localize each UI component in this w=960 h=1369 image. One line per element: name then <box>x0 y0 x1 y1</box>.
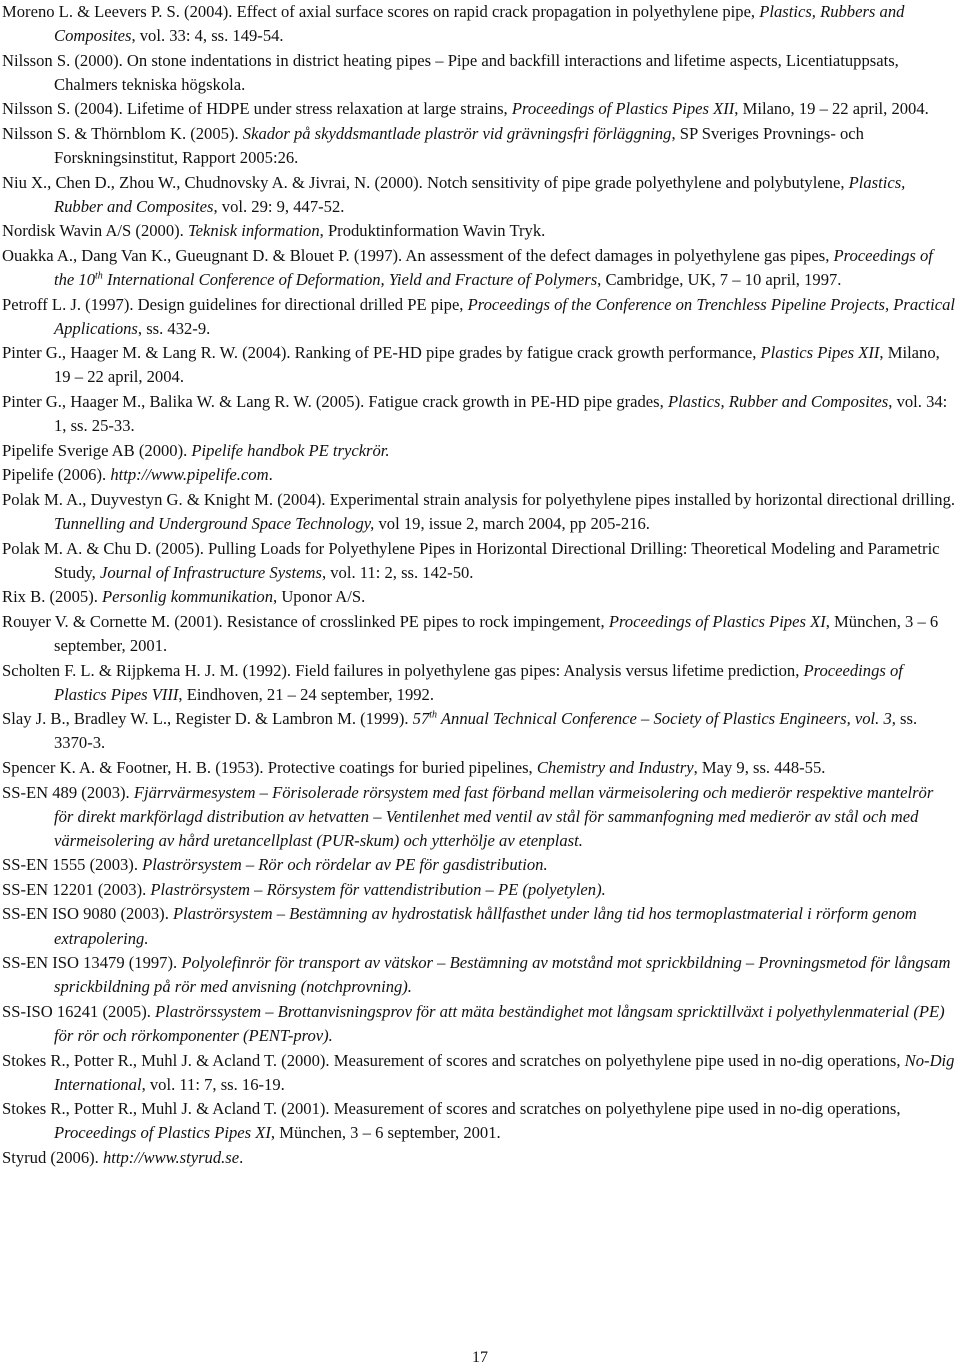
reference-italic-text: Teknisk information <box>187 221 320 241</box>
reference-text: Stokes R., Potter R., Muhl J. & Acland T. (2001). Measurement of scores and scratches on polyethylene pipe used in no-dig operations, <box>2 1099 901 1119</box>
reference-entry <box>2 219 956 243</box>
reference-italic-text: Proceedings of Plastics Pipes VIII <box>54 660 903 704</box>
reference-text: Pipelife (2006). <box>2 465 111 485</box>
reference-text: Polak M. A., Duyvestyn G. & Knight M. (2004). Experimental strain analysis for polyethylene pipes installed by horizontal directional drilling. <box>2 489 956 509</box>
reference-italic-text: Polyolefinrör för transport av vätskor – Bestämning av motstånd mot sprickbildning – Provningsmetod för långsam sprickbildning på rör med anvisning (notchprovning). <box>54 953 951 997</box>
reference-italic-text: 57 <box>412 709 430 729</box>
reference-entry <box>2 610 956 658</box>
reference-text: Nilsson S. & Thörnblom K. (2005). <box>2 123 243 143</box>
reference-text: SS-ISO 16241 (2005). <box>2 1001 156 1021</box>
reference-text: , SP Sveriges Provnings- och Forskningsinstitut, Rapport 2005:26. <box>54 123 864 168</box>
reference-text: SS-EN 12201 (2003). <box>2 879 151 899</box>
reference-italic-text: th <box>95 270 103 282</box>
reference-entry <box>2 756 956 780</box>
reference-text: , ss. 432-9. <box>137 318 211 338</box>
reference-entry <box>2 463 956 487</box>
reference-italic-text: Proceedings of Plastics Pipes XI <box>54 1123 271 1143</box>
reference-text: Nordisk Wavin A/S (2000). <box>2 221 188 241</box>
reference-entry <box>2 1097 956 1145</box>
reference-text: , vol. 29: 9, 447-52. <box>213 196 345 216</box>
reference-text: Stokes R., Potter R., Muhl J. & Acland T. (2000). Measurement of scores and scratches on polyethylene pipe used in no-dig operations, <box>2 1050 905 1070</box>
reference-italic-text: Plaströrsystem – Rörsystem för vattendistribution – PE (polyetylen). <box>150 879 606 899</box>
reference-text: , München, 3 – 6 september, 2001. <box>54 611 939 655</box>
reference-italic-text: Plastics, Rubber and Composites <box>667 392 889 411</box>
reference-entry <box>2 390 956 438</box>
reference-entry <box>2 707 956 755</box>
reference-entry <box>2 853 956 877</box>
reference-entry <box>2 341 956 389</box>
reference-italic-text: http://www.styrud.se <box>102 1147 240 1167</box>
reference-entry <box>2 122 956 170</box>
reference-entry <box>2 439 956 463</box>
reference-italic-text: th <box>429 709 438 721</box>
reference-text: , München, 3 – 6 september, 2001. <box>270 1123 501 1143</box>
reference-text: Nilsson S. (2000). On stone indentations in district heating pipes – Pipe and backfill interactions and lifetime aspects, Licentiatuppsats, Chalmers tekniska högskola. <box>2 50 899 94</box>
reference-italic-text: Proceedings of the 10 <box>54 245 933 290</box>
reference-text: . <box>239 1147 244 1167</box>
reference-italic-text: Fjärrvärmesystem – Förisolerade rörsystem med fast förband mellan värmeisolering och medierör respektive mantelrör för direkt markförlagd distribution av hetvatten – Ventilenhet med ventil av stål för sammanfogning med medierör av stål och med värmeisolering av hård uretancellplast (PUR-skum) och ytterhölje av etenplast. <box>54 782 934 850</box>
reference-entry <box>2 1146 956 1170</box>
reference-italic-text: Proceedings of the Conference on Trenchless Pipeline Projects, Practical Applications <box>54 294 956 338</box>
reference-entry <box>2 0 956 48</box>
reference-italic-text: Plaströrsystem – Bestämning av hydrostatisk hållfasthet under lång tid hos termoplastmaterial i rörform genom extrapolering. <box>54 904 917 948</box>
reference-text: Spencer K. A. & Footner, H. B. (1953). Protective coatings for buried pipelines, <box>2 757 537 777</box>
reference-text: . <box>268 465 273 485</box>
page-number: 17 <box>472 1349 488 1366</box>
reference-italic-text: Pipelife handbok PE tryckrör. <box>191 440 390 460</box>
reference-italic-text: Plastics, Rubber and Composites <box>54 172 906 216</box>
reference-italic-text: International Conference of Deformation, Yield and Fracture of Polymers <box>102 270 598 290</box>
reference-text: , Milano, 19 – 22 april, 2004. <box>734 99 929 119</box>
reference-text: Ouakka A., Dang Van K., Gueugnant D. & Blouet P. (1997). An assessment of the defect damages in polyethylene gas pipes, <box>2 245 834 265</box>
reference-italic-text: Skador på skyddsmantlade plaströr vid grävningsfri förläggning <box>242 123 672 143</box>
reference-text: Nilsson S. (2004). Lifetime of HDPE under stress relaxation at large strains, <box>2 99 512 119</box>
reference-entry <box>2 488 956 536</box>
reference-text: , vol. 34: 1, ss. 25-33. <box>54 392 948 436</box>
reference-text: SS-EN ISO 9080 (2003). <box>2 904 174 924</box>
reference-italic-text: No-Dig International <box>54 1050 955 1094</box>
reference-italic-text: Proceedings of Plastics Pipes XI <box>608 611 826 631</box>
reference-italic-text: Plastics Pipes XII <box>760 343 880 363</box>
reference-text: Polak M. A. & Chu D. (2005). Pulling Loads for Polyethylene Pipes in Horizontal Directional Drilling: Theoretical Modeling and Parametric Study, <box>2 538 940 582</box>
reference-text: Rouyer V. & Cornette M. (2001). Resistance of crosslinked PE pipes to rock impingement, <box>2 611 609 631</box>
reference-italic-text: Tunnelling and Underground Space Technology, <box>54 513 375 533</box>
reference-text: Pinter G., Haager M. & Lang R. W. (2004). Ranking of PE-HD pipe grades by fatigue crack growth performance, <box>2 343 761 363</box>
reference-text: Styrud (2006). <box>2 1147 103 1167</box>
reference-text: SS-EN ISO 13479 (1997). <box>2 953 182 973</box>
reference-entry <box>2 1049 956 1097</box>
reference-entry <box>2 97 956 121</box>
reference-italic-text: http://www.pipelife.com <box>110 465 269 485</box>
reference-entry <box>2 49 956 97</box>
reference-text: , Uponor A/S. <box>273 587 366 607</box>
reference-text: , Eindhoven, 21 – 24 september, 1992. <box>178 684 434 704</box>
reference-text: , ss. 3370-3. <box>54 709 918 753</box>
reference-italic-text: Plastics, Rubbers and Composites <box>54 2 905 46</box>
reference-text: , May 9, ss. 448-55. <box>693 757 826 777</box>
reference-text: Scholten F. L. & Rijpkema H. J. M. (1992). Field failures in polyethylene gas pipes: Analysis versus lifetime prediction, <box>2 660 804 680</box>
reference-entry <box>2 878 956 902</box>
reference-text: Slay J. B., Bradley W. L., Register D. & Lambron M. (1999). <box>2 709 413 729</box>
reference-text: Niu X., Chen D., Zhou W., Chudnovsky A. & Jivrai, N. (2000). Notch sensitivity of pipe grade polyethylene and polybutylene, <box>2 172 849 192</box>
reference-text: SS-EN 1555 (2003). <box>2 855 143 875</box>
reference-entry <box>2 902 956 950</box>
reference-text: , vol. 33: 4, ss. 149-54. <box>131 26 284 46</box>
reference-italic-text: Annual Technical Conference – Society of Plastics Engineers, vol. 3 <box>437 709 892 729</box>
reference-entry <box>2 951 956 999</box>
reference-text: Pipelife Sverige AB (2000). <box>2 440 192 460</box>
reference-entry <box>2 293 956 341</box>
reference-text: , Produktinformation Wavin Tryk. <box>319 221 546 241</box>
reference-entry <box>2 781 956 853</box>
reference-text: , vol. 11: 7, ss. 16-19. <box>141 1074 285 1094</box>
reference-text: , Milano, 19 – 22 april, 2004. <box>54 343 940 387</box>
reference-italic-text: Journal of Infrastructure Systems <box>99 562 322 582</box>
reference-entry <box>2 244 956 292</box>
reference-text: Petroff L. J. (1997). Design guidelines for directional drilled PE pipe, <box>2 294 468 314</box>
reference-italic-text: Chemistry and Industry <box>536 757 694 777</box>
reference-entry <box>2 659 956 707</box>
reference-entry <box>2 537 956 585</box>
reference-entry <box>2 585 956 609</box>
reference-italic-text: Plaströrssystem – Brottanvisningsprov för att mäta beständighet mot långsam spricktillväxt i polyethylenmaterial (PE) för rör och rörkomponenter (PENT-prov). <box>54 1001 945 1045</box>
reference-text: Rix B. (2005). <box>2 587 103 607</box>
reference-italic-text: Personlig kommunikation <box>102 587 274 607</box>
reference-entry <box>2 1000 956 1048</box>
reference-italic-text: Proceedings of Plastics Pipes XII <box>511 99 735 119</box>
reference-text: Pinter G., Haager M., Balika W. & Lang R. W. (2005). Fatigue crack growth in PE-HD pipe grades, <box>2 392 668 411</box>
reference-text: vol 19, issue 2, march 2004, pp 205-216. <box>374 513 650 533</box>
reference-text: SS-EN 489 (2003). <box>2 782 134 802</box>
reference-entry <box>2 171 956 219</box>
reference-text: , Cambridge, UK, 7 – 10 april, 1997. <box>597 270 842 290</box>
reference-text: Moreno L. & Leevers P. S. (2004). Effect of axial surface scores on rapid crack propagation in polyethylene pipe, <box>2 2 760 21</box>
reference-italic-text: Plaströrsystem – Rör och rördelar av PE för gasdistribution. <box>142 855 548 875</box>
reference-text: , vol. 11: 2, ss. 142-50. <box>321 562 474 582</box>
